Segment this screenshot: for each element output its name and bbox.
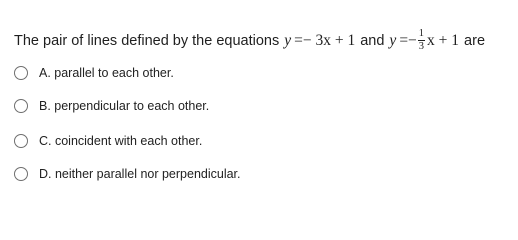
choice-c-label: C. coincident with each other. <box>39 134 203 148</box>
equation-2-rhs-prefix: =− <box>399 32 417 50</box>
choice-a-label: A. parallel to each other. <box>39 66 174 80</box>
choice-b-label: B. perpendicular to each other. <box>39 99 210 113</box>
choice-d[interactable] <box>14 162 241 186</box>
question-suffix: are <box>464 32 486 49</box>
equation-2 <box>389 29 459 52</box>
choice-b[interactable] <box>14 94 209 118</box>
radio-button-a[interactable] <box>14 66 28 80</box>
choice-c[interactable] <box>14 129 202 153</box>
radio-button-c[interactable] <box>14 134 28 148</box>
equation-1-lhs: y <box>284 32 292 50</box>
equation-2-lhs: y <box>389 32 397 50</box>
radio-button-d[interactable] <box>14 167 28 181</box>
question-prefix: The pair of lines defined by the equations <box>14 32 280 49</box>
equation-2-fraction <box>418 28 425 51</box>
choice-a[interactable] <box>14 61 174 85</box>
question-stem <box>14 26 514 56</box>
question-connector: and <box>360 32 385 49</box>
choice-d-label: D. neither parallel nor perpendicular. <box>39 167 241 181</box>
equation-2-rhs-suffix: x + 1 <box>427 32 460 50</box>
equation-1 <box>284 33 355 49</box>
fraction-numerator: 1 <box>418 28 425 40</box>
equation-1-rhs: =− 3x + 1 <box>294 32 356 50</box>
fraction-denominator: 3 <box>418 40 425 52</box>
radio-button-b[interactable] <box>14 99 28 113</box>
